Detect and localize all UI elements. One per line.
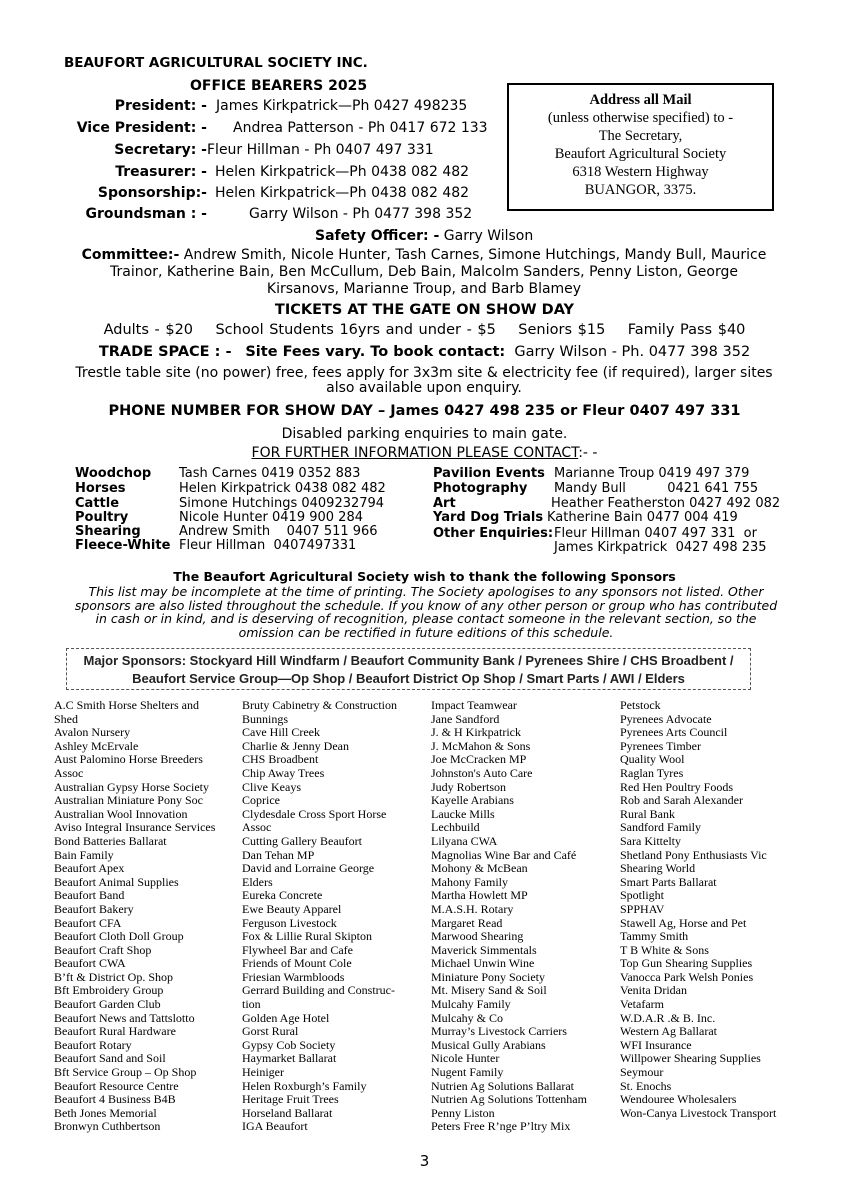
sponsor-name: Tammy Smith — [620, 929, 689, 944]
sponsor-name: Shearing World — [620, 861, 696, 876]
parking-note: Disabled parking enquiries to main gate. — [281, 426, 568, 442]
contact-detail: Simone Hutchings 0409232794 — [179, 496, 385, 511]
officer-secretary — [0, 142, 500, 162]
sponsor-name: J. & H Kirkpatrick — [431, 725, 521, 740]
sponsor-name: Beaufort Band — [54, 888, 125, 903]
sponsor-name: Beaufort Sand and Soil — [54, 1051, 166, 1066]
sponsor-name: St. Enochs — [620, 1078, 672, 1093]
trade-label: TRADE SPACE : - — [98, 344, 232, 360]
contact-label: Poultry — [75, 510, 129, 525]
sponsor-name: Shetland Pony Enthusiasts Vic — [620, 847, 767, 862]
sponsor-name: Fox & Lillie Rural Skipton — [242, 929, 373, 944]
sponsor-name: W.D.A.R .& B. Inc. — [620, 1010, 716, 1025]
sponsor-name: Margaret Read — [431, 915, 503, 930]
sponsor-column-2 — [242, 699, 397, 1134]
further-info-label: FOR FURTHER INFORMATION PLEASE CONTACT — [251, 445, 579, 461]
officer-sponsorship — [0, 185, 500, 205]
sponsor-name: Friesian Warmbloods — [242, 969, 345, 984]
safety-value: Garry Wilson — [443, 228, 534, 244]
contact-label: Yard Dog Trials — [433, 510, 544, 525]
sponsor-name: Seymour — [620, 1065, 664, 1080]
safety-label: Safety Officer: - — [315, 228, 440, 244]
trade-space — [0, 344, 849, 360]
sponsor-name: Maverick Simmentals — [431, 942, 537, 957]
committee-label: Committee:- — [81, 247, 180, 263]
contact-label: Art — [433, 496, 456, 511]
contact-detail: Fleur Hillman 0407497331 — [179, 538, 357, 553]
sponsors-disclaimer: This list may be incomplete at the time of printing. The Society apologises to any sponsors not listed. Other sponsors are also listed throughout the schedule. If you know of any other person or group who has contributed in cash or in kind, and is deserving of recognition, please contact someone in the relevant section, so the omission can be rectified in future editions of this schedule. — [74, 584, 778, 640]
contact-label: Other Enquiries: — [433, 526, 554, 541]
contact-detail: Nicole Hunter 0419 900 284 — [179, 510, 363, 525]
sponsor-name: Penny Liston — [431, 1105, 495, 1120]
sponsor-name: Australian Wool Innovation — [54, 806, 188, 821]
contact-label: Fleece-White — [75, 538, 171, 553]
sponsor-name: Rural Bank — [620, 806, 675, 821]
sponsor-name: tion — [242, 997, 261, 1012]
sponsor-name: Mt. Misery Sand & Soil — [431, 983, 547, 998]
officer-value: Helen Kirkpatrick—Ph 0438 082 482 — [215, 164, 470, 180]
sponsor-name: Rob and Sarah Alexander — [620, 793, 743, 808]
sponsor-name: Flywheel Bar and Cafe — [242, 942, 353, 957]
sponsor-name: Horseland Ballarat — [242, 1105, 333, 1120]
mail-address-box — [507, 83, 774, 211]
sponsor-name: Mulcahy & Co — [431, 1010, 503, 1025]
sponsor-name: Beaufort Garden Club — [54, 997, 161, 1012]
officer-vice-president — [0, 120, 500, 140]
sponsor-name: Nugent Family — [431, 1065, 504, 1080]
sponsor-name: Bond Batteries Ballarat — [54, 833, 167, 848]
officer-value: Fleur Hillman - Ph 0407 497 331 — [207, 142, 434, 158]
officer-groundsman — [0, 206, 500, 226]
committee — [74, 247, 774, 298]
sponsor-column-1 — [54, 699, 215, 1134]
sponsor-name: Beaufort Cloth Doll Group — [54, 929, 184, 944]
sponsor-name: Beaufort Resource Centre — [54, 1078, 179, 1093]
contact-label: Horses — [75, 481, 126, 496]
sponsor-name: Bft Service Group – Op Shop — [54, 1065, 197, 1080]
contact-label: Shearing — [75, 524, 141, 539]
sponsor-name: B’ft & District Op. Shop — [54, 969, 173, 984]
sponsor-name: Heiniger — [242, 1065, 284, 1080]
sponsor-name: Western Ag Ballarat — [620, 1024, 718, 1039]
sponsor-name: Kayelle Arabians — [431, 793, 514, 808]
sponsor-name: Elders — [242, 874, 273, 889]
sponsor-name: Vanocca Park Welsh Ponies — [620, 969, 754, 984]
sponsor-name: Avalon Nursery — [54, 725, 131, 740]
sponsor-name: Laucke Mills — [431, 806, 495, 821]
sponsor-name: Raglan Tyres — [620, 765, 684, 780]
sponsor-name: Helen Roxburgh’s Family — [242, 1078, 367, 1093]
sponsor-name: Heritage Fruit Trees — [242, 1092, 339, 1107]
sponsor-name: Won-Canya Livestock Transport — [620, 1105, 777, 1120]
sponsor-name: Coprice — [242, 793, 280, 808]
sponsor-name: Australian Gypsy Horse Society — [54, 779, 209, 794]
sponsor-name: Nutrien Ag Solutions Ballarat — [431, 1078, 574, 1093]
sponsor-name: Nutrien Ag Solutions Tottenham — [431, 1092, 587, 1107]
sponsor-name: Johnston's Auto Care — [431, 765, 533, 780]
sponsor-name: Pyrenees Timber — [620, 738, 701, 753]
officer-value: Helen Kirkpatrick—Ph 0438 082 482 — [215, 185, 470, 201]
sponsor-name: Charlie & Jenny Dean — [242, 738, 349, 753]
sponsor-name: Jane Sandford — [431, 711, 500, 726]
officer-role: President: - — [114, 98, 207, 114]
officer-role: Secretary: - — [114, 142, 207, 158]
sponsor-name: IGA Beaufort — [242, 1119, 308, 1134]
sponsor-name: Beaufort Rotary — [54, 1037, 132, 1052]
sponsor-name: Beaufort 4 Business B4B — [54, 1092, 176, 1107]
sponsor-name: Michael Unwin Wine — [431, 956, 535, 971]
further-info — [0, 445, 849, 461]
sponsor-name: Willpower Shearing Supplies — [620, 1051, 761, 1066]
officer-value: Garry Wilson - Ph 0477 398 352 — [249, 206, 473, 222]
sponsor-name: Bruty Cabinetry & Construction — [242, 698, 397, 712]
ticket-prices: Adults - $20 School Students 16yrs and under - $5 Seniors $15 Family Pass $40 — [103, 322, 746, 338]
sponsor-name: Beaufort Rural Hardware — [54, 1024, 176, 1039]
sponsor-name: Quality Wool — [620, 752, 685, 767]
sponsor-name: Miniature Pony Society — [431, 969, 545, 984]
sponsor-name: SPPHAV — [620, 901, 665, 916]
sponsor-name: Friends of Mount Cole — [242, 956, 352, 971]
sponsor-name: Peters Free R’nge P’ltry Mix — [431, 1119, 571, 1134]
sponsor-name: Lechbuild — [431, 820, 480, 835]
major-sponsors-box: Major Sponsors: Stockyard Hill Windfarm / Beaufort Community Bank / Pyrenees Shire / CHS Broadbent / Beaufort Service Group—Op Shop / Beaufort District Op Shop / Smart Parts / AWI / Elders — [66, 648, 751, 690]
sponsor-name: Gerrard Building and Construc- — [242, 983, 395, 998]
sponsor-name: Marwood Shearing — [431, 929, 524, 944]
sponsor-column-3 — [431, 699, 587, 1134]
officer-value: Andrea Patterson - Ph 0417 672 133 — [233, 120, 488, 136]
sponsor-name: Beaufort Animal Supplies — [54, 874, 179, 889]
officer-president — [0, 98, 500, 118]
sponsor-name: Sandford Family — [620, 820, 701, 835]
sponsor-name: T B White & Sons — [620, 942, 709, 957]
contact-detail: Fleur Hillman 0407 497 331 or — [554, 526, 757, 541]
sponsor-name: Cutting Gallery Beaufort — [242, 833, 362, 848]
sponsor-name: WFI Insurance — [620, 1037, 692, 1052]
page-number: 3 — [419, 1152, 430, 1170]
sponsor-name: Chip Away Trees — [242, 765, 325, 780]
sponsor-name: Beaufort Craft Shop — [54, 942, 152, 957]
sponsor-name: Gypsy Cob Society — [242, 1037, 336, 1052]
sponsor-name: Murray’s Livestock Carriers — [431, 1024, 567, 1039]
sponsor-name: Spotlight — [620, 888, 665, 903]
sponsor-name: Golden Age Hotel — [242, 1010, 330, 1025]
tickets-heading: TICKETS AT THE GATE ON SHOW DAY — [274, 302, 575, 318]
sponsor-name: Pyrenees Arts Council — [620, 725, 728, 740]
sponsors-thanks: The Beaufort Agricultural Society wish to thank the following Sponsors — [173, 569, 676, 584]
sponsor-name: Assoc — [242, 820, 272, 835]
sponsor-name: Bunnings — [242, 711, 289, 726]
sponsor-name: Ewe Beauty Apparel — [242, 901, 342, 916]
sponsor-name: Cave Hill Creek — [242, 725, 320, 740]
sponsor-name: A.C Smith Horse Shelters and — [54, 698, 199, 712]
officer-role: Treasurer: - — [115, 164, 207, 180]
sponsor-name: Mulcahy Family — [431, 997, 511, 1012]
sponsor-name: Assoc — [54, 765, 84, 780]
sponsor-name: Bft Embroidery Group — [54, 983, 164, 998]
sponsor-name: Aviso Integral Insurance Services — [54, 820, 216, 835]
sponsor-name: Mahony Family — [431, 874, 508, 889]
sponsor-column-4 — [620, 699, 776, 1120]
sponsor-name: Bain Family — [54, 847, 114, 862]
sponsor-name: Ferguson Livestock — [242, 915, 337, 930]
sponsor-name: Magnolias Wine Bar and Café — [431, 847, 577, 862]
further-info-suffix: :- - — [578, 445, 598, 461]
sponsor-name: CHS Broadbent — [242, 752, 319, 767]
society-title: BEAUFORT AGRICULTURAL SOCIETY INC. — [64, 55, 368, 71]
sponsor-name: Clydesdale Cross Sport Horse — [242, 806, 387, 821]
show-day-phone: PHONE NUMBER FOR SHOW DAY – James 0427 498 235 or Fleur 0407 497 331 — [108, 403, 741, 419]
contact-detail: Andrew Smith 0407 511 966 — [179, 524, 378, 539]
mail-line: BUANGOR, 3375. — [584, 182, 697, 198]
trade-fees-label: Site Fees vary. To book contact: — [245, 344, 506, 360]
sponsor-name: Judy Robertson — [431, 779, 506, 794]
officer-role: Groundsman : - — [85, 206, 207, 222]
sponsor-name: Eureka Concrete — [242, 888, 323, 903]
sponsor-name: Shed — [54, 711, 78, 726]
sponsor-name: Haymarket Ballarat — [242, 1051, 337, 1066]
sponsor-name: Venita Dridan — [620, 983, 687, 998]
safety-officer — [315, 228, 533, 244]
sponsor-name: Beaufort CWA — [54, 956, 126, 971]
mail-title: Address all Mail — [589, 92, 692, 108]
sponsor-name: Musical Gully Arabians — [431, 1037, 546, 1052]
sponsor-name: Beaufort News and Tattslotto — [54, 1010, 195, 1025]
sponsor-name: Clive Keays — [242, 779, 301, 794]
contact-detail: Tash Carnes 0419 0352 883 — [179, 466, 361, 481]
sponsor-name: Dan Tehan MP — [242, 847, 315, 862]
mail-line: Beaufort Agricultural Society — [554, 146, 727, 162]
sponsor-name: Australian Miniature Pony Soc — [54, 793, 203, 808]
contact-detail: Helen Kirkpatrick 0438 082 482 — [179, 481, 386, 496]
contact-label: Pavilion Events — [433, 466, 545, 481]
officer-treasurer — [0, 164, 500, 184]
sponsor-name: Beaufort CFA — [54, 915, 122, 930]
contact-label: Woodchop — [75, 466, 152, 481]
sponsor-name: Joe McCracken MP — [431, 752, 527, 767]
sponsor-name: Gorst Rural — [242, 1024, 299, 1039]
sponsor-name: Sara Kittelty — [620, 833, 681, 848]
sponsor-name: M.A.S.H. Rotary — [431, 901, 514, 916]
officer-value: James Kirkpatrick—Ph 0427 498235 — [216, 98, 468, 114]
sponsor-name: Smart Parts Ballarat — [620, 874, 717, 889]
contact-detail: Mandy Bull 0421 641 755 — [554, 481, 759, 496]
sponsor-name: Nicole Hunter — [431, 1051, 500, 1066]
sponsor-name: Ashley McErvale — [54, 738, 139, 753]
sponsor-name: Beaufort Apex — [54, 861, 125, 876]
trestle-info: Trestle table site (no power) free, fees apply for 3x3m site & electricity fee (if required), larger sites also available upon enquiry. — [75, 365, 773, 396]
contact-detail: Marianne Troup 0419 497 379 — [554, 466, 750, 481]
sponsor-name: Beaufort Bakery — [54, 901, 134, 916]
sponsor-name: Martha Howlett MP — [431, 888, 528, 903]
mail-line: 6318 Western Highway — [572, 164, 709, 180]
sponsor-name: Beth Jones Memorial — [54, 1105, 157, 1120]
sponsor-name: Bronwyn Cuthbertson — [54, 1119, 161, 1134]
mail-line: (unless otherwise specified) to - — [547, 110, 734, 126]
sponsor-name: Lilyana CWA — [431, 833, 498, 848]
contact-detail: Heather Featherston 0427 492 082 — [551, 496, 781, 511]
contact-detail: James Kirkpatrick 0427 498 235 — [554, 540, 767, 555]
sponsor-name: Top Gun Shearing Supplies — [620, 956, 753, 971]
sponsor-name: Vetafarm — [620, 997, 664, 1012]
contact-label: Cattle — [75, 496, 120, 511]
committee-members: Andrew Smith, Nicole Hunter, Tash Carnes, Simone Hutchings, Mandy Bull, Maurice Trainor, Katherine Bain, Ben McCullum, Deb Bain, Malcolm Sanders, Penny Liston, George Kirsanovs, Marianne Troup, and Barb Blamey — [110, 247, 767, 297]
sponsor-name: Stawell Ag, Horse and Pet — [620, 915, 747, 930]
office-bearers-title: OFFICE BEARERS 2025 — [190, 78, 368, 94]
sponsor-name: Impact Teamwear — [431, 698, 517, 712]
officer-role: Vice President: - — [76, 120, 207, 136]
sponsor-name: Pyrenees Advocate — [620, 711, 712, 726]
mail-line: The Secretary, — [598, 128, 683, 144]
sponsor-name: David and Lorraine George — [242, 861, 375, 876]
sponsor-name: Wendouree Wholesalers — [620, 1092, 737, 1107]
trade-contact: Garry Wilson - Ph. 0477 398 352 — [514, 344, 751, 360]
officer-role: Sponsorship:- — [97, 185, 207, 201]
sponsor-name: Petstock — [620, 698, 661, 712]
contact-label: Photography — [433, 481, 528, 496]
sponsor-name: Red Hen Poultry Foods — [620, 779, 734, 794]
sponsor-name: J. McMahon & Sons — [431, 738, 531, 753]
contact-detail: Katherine Bain 0477 004 419 — [547, 510, 738, 525]
sponsor-name: Mohony & McBean — [431, 861, 528, 876]
sponsor-name: Aust Palomino Horse Breeders — [54, 752, 203, 767]
